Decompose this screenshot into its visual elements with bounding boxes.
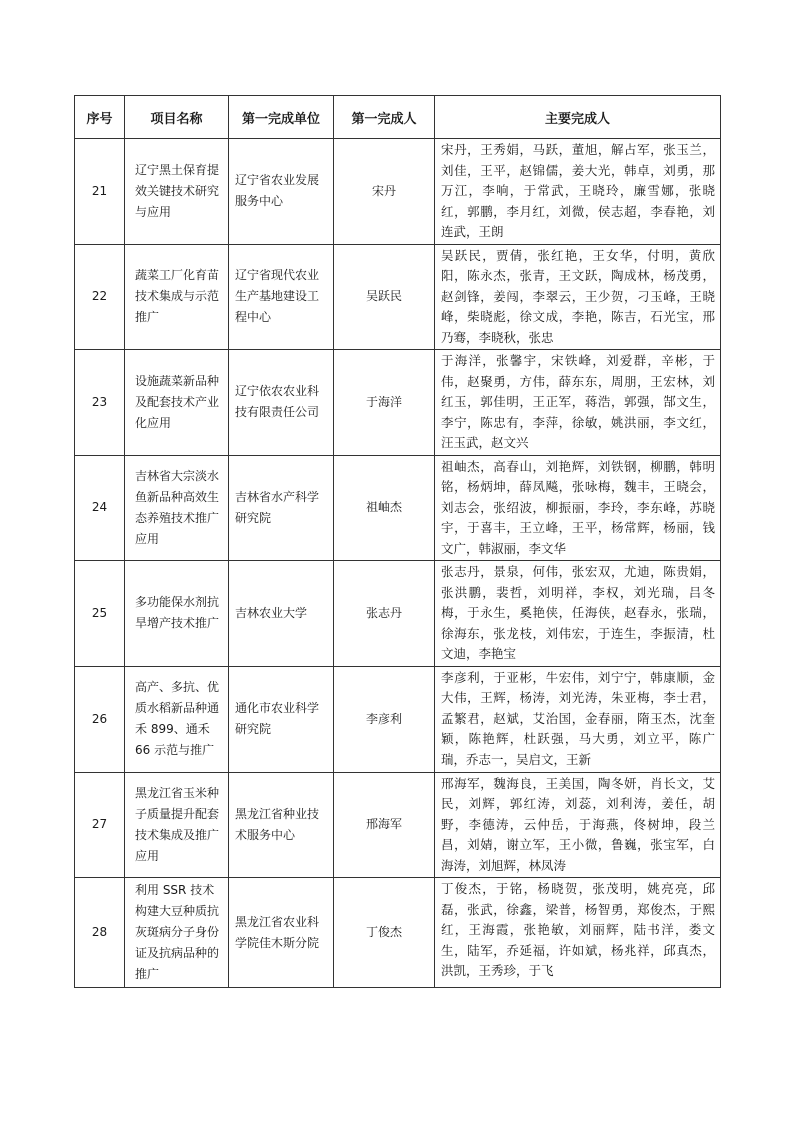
table-row [75, 772, 721, 878]
cell-leader: 丁俊杰 [334, 878, 435, 988]
cell-project: 利用 SSR 技术构建大豆种质抗灰斑病分子身份证及抗病品种的推广 [125, 878, 229, 988]
cell-leader: 祖岫杰 [334, 455, 435, 561]
table-row [75, 455, 721, 561]
header-unit: 第一完成单位 [229, 96, 334, 139]
cell-project: 辽宁黑土保育提效关键技术研究与应用 [125, 139, 229, 245]
cell-members: 李彦利，于亚彬，牛宏伟，刘宁宁，韩康顺，金大伟，王辉，杨涛，刘光涛，朱亚梅，李士君，孟繁君，赵斌，艾治国，金春丽，隋玉杰，沈奎颖，陈艳辉，杜跃强，马大勇，刘立平，陈广瑞，乔志一，吴启文，王新 [435, 666, 721, 772]
cell-members: 邢海军，魏海良，王美国，陶冬妍，肖长文，艾民，刘辉，郭红涛，刘蕊，刘利涛，姜任，胡野，李德涛，云仲岳，于海燕，佟树坤，段兰昌，刘婧，谢立军，王小微，鲁巍，张宝军，白海涛，刘旭辉，林凤涛 [435, 772, 721, 878]
cell-members: 吴跃民，贾倩，张红艳，王女华，付明，黄欣阳，陈永杰，张青，王文跃，陶成林，杨茂勇，赵剑锋，姜闯，李翠云，王少贺，刁玉峰，王晓峰，柴晓彪，徐文成，李艳，陈吉，石光宝，邢乃骞，李晓秋，张忠 [435, 244, 721, 350]
cell-project: 多功能保水剂抗旱增产技术推广 [125, 561, 229, 667]
cell-unit: 黑龙江省种业技术服务中心 [229, 772, 334, 878]
cell-members: 于海洋，张馨宇，宋铁峰，刘爱群，辛彬，于伟，赵聚勇，方伟，薛东东，周朋，王宏林，刘红玉，郭佳明，王正军，蒋浩，郭强，郜文生，李宁，陈忠有，李萍，徐敏，姚洪丽，李文红，汪玉武，赵文兴 [435, 350, 721, 456]
document-page [74, 95, 720, 988]
cell-unit: 辽宁依农农业科技有限责任公司 [229, 350, 334, 456]
cell-unit: 辽宁省现代农业生产基地建设工程中心 [229, 244, 334, 350]
cell-no: 27 [75, 772, 125, 878]
cell-leader: 吴跃民 [334, 244, 435, 350]
cell-unit: 吉林省水产科学研究院 [229, 455, 334, 561]
table-header-row [75, 96, 721, 139]
cell-project: 设施蔬菜新品种及配套技术产业化应用 [125, 350, 229, 456]
cell-leader: 张志丹 [334, 561, 435, 667]
cell-no: 26 [75, 666, 125, 772]
cell-no: 25 [75, 561, 125, 667]
header-members: 主要完成人 [435, 96, 721, 139]
table-row [75, 666, 721, 772]
cell-members: 祖岫杰，高春山，刘艳辉，刘铁钢，柳鹏，韩明铭，杨炳坤，薛凤飚，张咏梅，魏丰，王晓会，刘志会，张绍波，柳振丽，李玲，李东峰，苏晓宇，于喜丰，王立峰，王平，杨常辉，杨丽，钱文广，韩淑丽，李文华 [435, 455, 721, 561]
table-row [75, 561, 721, 667]
cell-no: 28 [75, 878, 125, 988]
cell-unit: 通化市农业科学研究院 [229, 666, 334, 772]
table-row [75, 244, 721, 350]
cell-members: 宋丹，王秀娟，马跃，董旭，解占军，张玉兰，刘佳，王平，赵锦儒，姜大光，韩卓，刘勇，那万江，李响，于常武，王晓玲，廉雪娜，张晓红，郭鹏，李月红，刘微，侯志超，李春艳，刘连武，王朗 [435, 139, 721, 245]
table-row [75, 139, 721, 245]
cell-no: 23 [75, 350, 125, 456]
cell-project: 蔬菜工厂化育苗技术集成与示范推广 [125, 244, 229, 350]
cell-no: 22 [75, 244, 125, 350]
header-leader: 第一完成人 [334, 96, 435, 139]
cell-no: 24 [75, 455, 125, 561]
table-row [75, 878, 721, 988]
table-row [75, 350, 721, 456]
cell-project: 高产、多抗、优质水稻新品种通禾 899、通禾 66 示范与推广 [125, 666, 229, 772]
cell-unit: 吉林农业大学 [229, 561, 334, 667]
cell-leader: 宋丹 [334, 139, 435, 245]
cell-unit: 辽宁省农业发展服务中心 [229, 139, 334, 245]
cell-leader: 于海洋 [334, 350, 435, 456]
cell-members: 张志丹，景泉，何伟，张宏双，尤迪，陈贵娟，张洪鹏，裴哲，刘明祥，李权，刘光瑞，吕冬梅，于永生，奚艳侠，任海侠，赵春永，张瑞，徐海东，张龙枝，刘伟宏，于连生，李振清，杜文迪，李艳宝 [435, 561, 721, 667]
cell-project: 吉林省大宗淡水鱼新品种高效生态养殖技术推广应用 [125, 455, 229, 561]
award-table [74, 95, 721, 988]
cell-leader: 李彦利 [334, 666, 435, 772]
header-project: 项目名称 [125, 96, 229, 139]
cell-no: 21 [75, 139, 125, 245]
header-no: 序号 [75, 96, 125, 139]
cell-project: 黑龙江省玉米种子质量提升配套技术集成及推广应用 [125, 772, 229, 878]
cell-members: 丁俊杰，于铭，杨晓贺，张茂明，姚亮亮，邱磊，张武，徐鑫，梁普，杨智勇，郑俊杰，于熙红，王海霞，张艳敏，刘丽辉，陆书洋，娄文生，陆军，乔延福，许如斌，杨兆祥，邱真杰，洪凯，王秀珍，于飞 [435, 878, 721, 988]
cell-unit: 黑龙江省农业科学院佳木斯分院 [229, 878, 334, 988]
cell-leader: 邢海军 [334, 772, 435, 878]
